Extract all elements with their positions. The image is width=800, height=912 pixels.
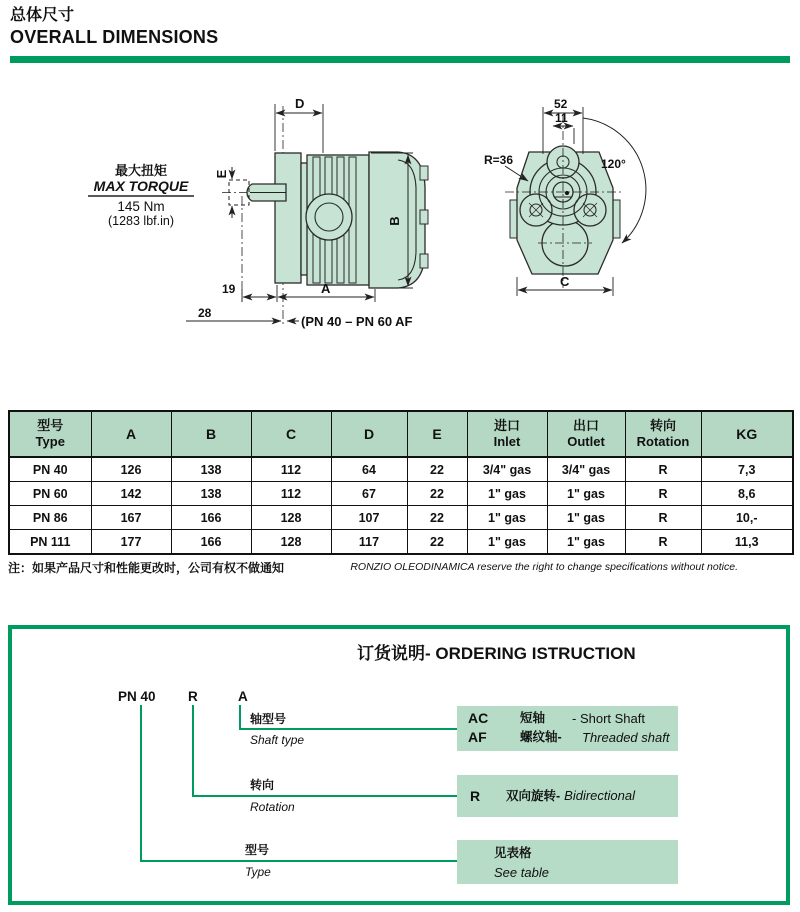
label-shaft-type-zh: 轴型号 [250, 712, 287, 726]
cell-c: 128 [251, 506, 331, 530]
cell-type: PN 40 [9, 457, 91, 482]
dim-11-label: 11 [555, 111, 568, 125]
label-rotation-en: Rotation [250, 800, 295, 814]
dim-b-label: B [387, 216, 402, 226]
cell-inlet: 1" gas [467, 482, 547, 506]
cell-inlet: 3/4" gas [467, 457, 547, 482]
cell-outlet: 3/4" gas [547, 457, 625, 482]
ordering-code-model: PN 40 [118, 689, 156, 704]
cell-rotation: R [625, 482, 701, 506]
page-title-en: OVERALL DIMENSIONS [10, 27, 219, 47]
cell-inlet: 1" gas [467, 506, 547, 530]
cell-d: 107 [331, 506, 407, 530]
cell-rotation: R [625, 506, 701, 530]
ordering-box [8, 625, 790, 905]
col-header-rotation-en: Rotation [636, 434, 690, 449]
shaft-option-en: Threaded shaft [582, 730, 670, 745]
lower-gear-circle [542, 220, 588, 266]
variant-note-label: (PN 40 – PN 60 AF [301, 314, 413, 329]
label-type-zh: 型号 [245, 843, 270, 857]
shaft-option-en: - Short Shaft [572, 711, 645, 726]
label-shaft-type-en: Shaft type [250, 733, 305, 747]
type-option-box [457, 840, 678, 884]
col-header-a: A [91, 411, 171, 457]
note-zh: 注：如果产品尺寸和性能更改时，公司有权不做通知 [8, 561, 285, 575]
center-boss [306, 194, 352, 240]
shaft-option-row [468, 709, 678, 728]
cell-outlet: 1" gas [547, 482, 625, 506]
cell-e: 22 [407, 506, 467, 530]
cell-e: 22 [407, 530, 467, 555]
cell-b: 166 [171, 506, 251, 530]
cell-kg: 10,- [701, 506, 793, 530]
cell-e: 22 [407, 482, 467, 506]
cell-rotation: R [625, 530, 701, 555]
rotation-option-box [457, 775, 678, 817]
cell-type: PN 86 [9, 506, 91, 530]
note-en: RONZIO OLEODINAMICA reserve the right to change specifications without notice. [350, 561, 738, 573]
title-underline-bar [10, 56, 790, 63]
rotation-option-zh: 双向旋转- [506, 789, 561, 803]
table-row [9, 530, 793, 555]
cell-outlet: 1" gas [547, 530, 625, 555]
max-torque-zh: 最大扭矩 [114, 163, 168, 178]
footnotes [8, 559, 738, 576]
cell-d: 67 [331, 482, 407, 506]
max-torque-block [88, 163, 194, 228]
dim-d-label: D [295, 96, 305, 111]
cell-type: PN 111 [9, 530, 91, 555]
dim-28-label: 28 [198, 306, 212, 320]
col-header-outlet-en: Outlet [567, 434, 605, 449]
page-title [10, 6, 218, 48]
cell-inlet: 1" gas [467, 530, 547, 555]
col-header-type [9, 411, 91, 457]
cell-b: 138 [171, 482, 251, 506]
dimensions-table [8, 410, 794, 555]
table-header-row [9, 411, 793, 457]
dim-a-label: A [321, 281, 331, 296]
cell-d: 117 [331, 530, 407, 555]
dim-c-label: C [560, 274, 570, 289]
cell-e: 22 [407, 457, 467, 482]
label-type-en: Type [245, 865, 271, 879]
cell-c: 112 [251, 482, 331, 506]
col-header-outlet-zh: 出口 [572, 418, 599, 433]
cell-kg: 8,6 [701, 482, 793, 506]
col-header-inlet-en: Inlet [493, 434, 521, 449]
max-torque-value: 145 Nm [117, 199, 165, 214]
shaft-option-row [468, 728, 678, 747]
col-header-type-en: Type [35, 434, 65, 449]
technical-drawings [0, 88, 800, 348]
dim-19-label: 19 [222, 282, 236, 296]
shaft-option-zh: 螺纹轴- [520, 730, 562, 744]
cell-c: 128 [251, 530, 331, 555]
col-header-c: C [251, 411, 331, 457]
cell-b: 166 [171, 530, 251, 555]
table-row [9, 482, 793, 506]
table-row [9, 506, 793, 530]
col-header-e: E [407, 411, 467, 457]
col-header-outlet [547, 411, 625, 457]
shaft-option-code: AF [468, 729, 487, 745]
col-header-d: D [331, 411, 407, 457]
table-row [9, 457, 793, 482]
ordering-title: 订货说明- ORDERING ISTRUCTION [357, 644, 636, 663]
col-header-kg: KG [701, 411, 793, 457]
cell-kg: 11,3 [701, 530, 793, 555]
shaft-type-option-box [457, 706, 678, 751]
cell-d: 64 [331, 457, 407, 482]
ordering-code-shaft: A [238, 689, 248, 704]
cell-a: 142 [91, 482, 171, 506]
col-header-inlet-zh: 进口 [493, 418, 520, 433]
cell-kg: 7,3 [701, 457, 793, 482]
shaft-option-zh: 短轴 [520, 711, 546, 725]
col-header-rotation-zh: 转向 [649, 418, 676, 433]
dim-52-label: 52 [554, 97, 568, 111]
col-header-inlet [467, 411, 547, 457]
col-header-rotation [625, 411, 701, 457]
type-option-en: See table [494, 865, 549, 880]
type-option-zh: 见表格 [494, 846, 532, 860]
max-torque-en: MAX TORQUE [93, 178, 189, 194]
cell-type: PN 60 [9, 482, 91, 506]
cell-b: 138 [171, 457, 251, 482]
rotation-option-en: Bidirectional [564, 788, 635, 803]
ordering-code-rotation: R [188, 689, 198, 704]
max-torque-value-alt: (1283 lbf.in) [107, 214, 175, 228]
mounting-flange [275, 153, 301, 283]
label-rotation-zh: 转向 [250, 778, 275, 792]
dim-r36-label: R=36 [484, 153, 514, 167]
dim-120-label: 120° [601, 157, 626, 171]
page-title-zh: 总体尺寸 [10, 7, 75, 24]
cell-a: 126 [91, 457, 171, 482]
cell-c: 112 [251, 457, 331, 482]
cell-a: 167 [91, 506, 171, 530]
cell-outlet: 1" gas [547, 506, 625, 530]
rotation-option-code: R [470, 788, 481, 804]
pump-front-view [505, 114, 622, 288]
col-header-b: B [171, 411, 251, 457]
cell-rotation: R [625, 457, 701, 482]
rotation-option-row [470, 787, 678, 805]
shaft-option-code: AC [468, 710, 489, 726]
cell-a: 177 [91, 530, 171, 555]
dim-e-label: E [214, 169, 229, 179]
col-header-type-zh: 型号 [37, 418, 64, 433]
